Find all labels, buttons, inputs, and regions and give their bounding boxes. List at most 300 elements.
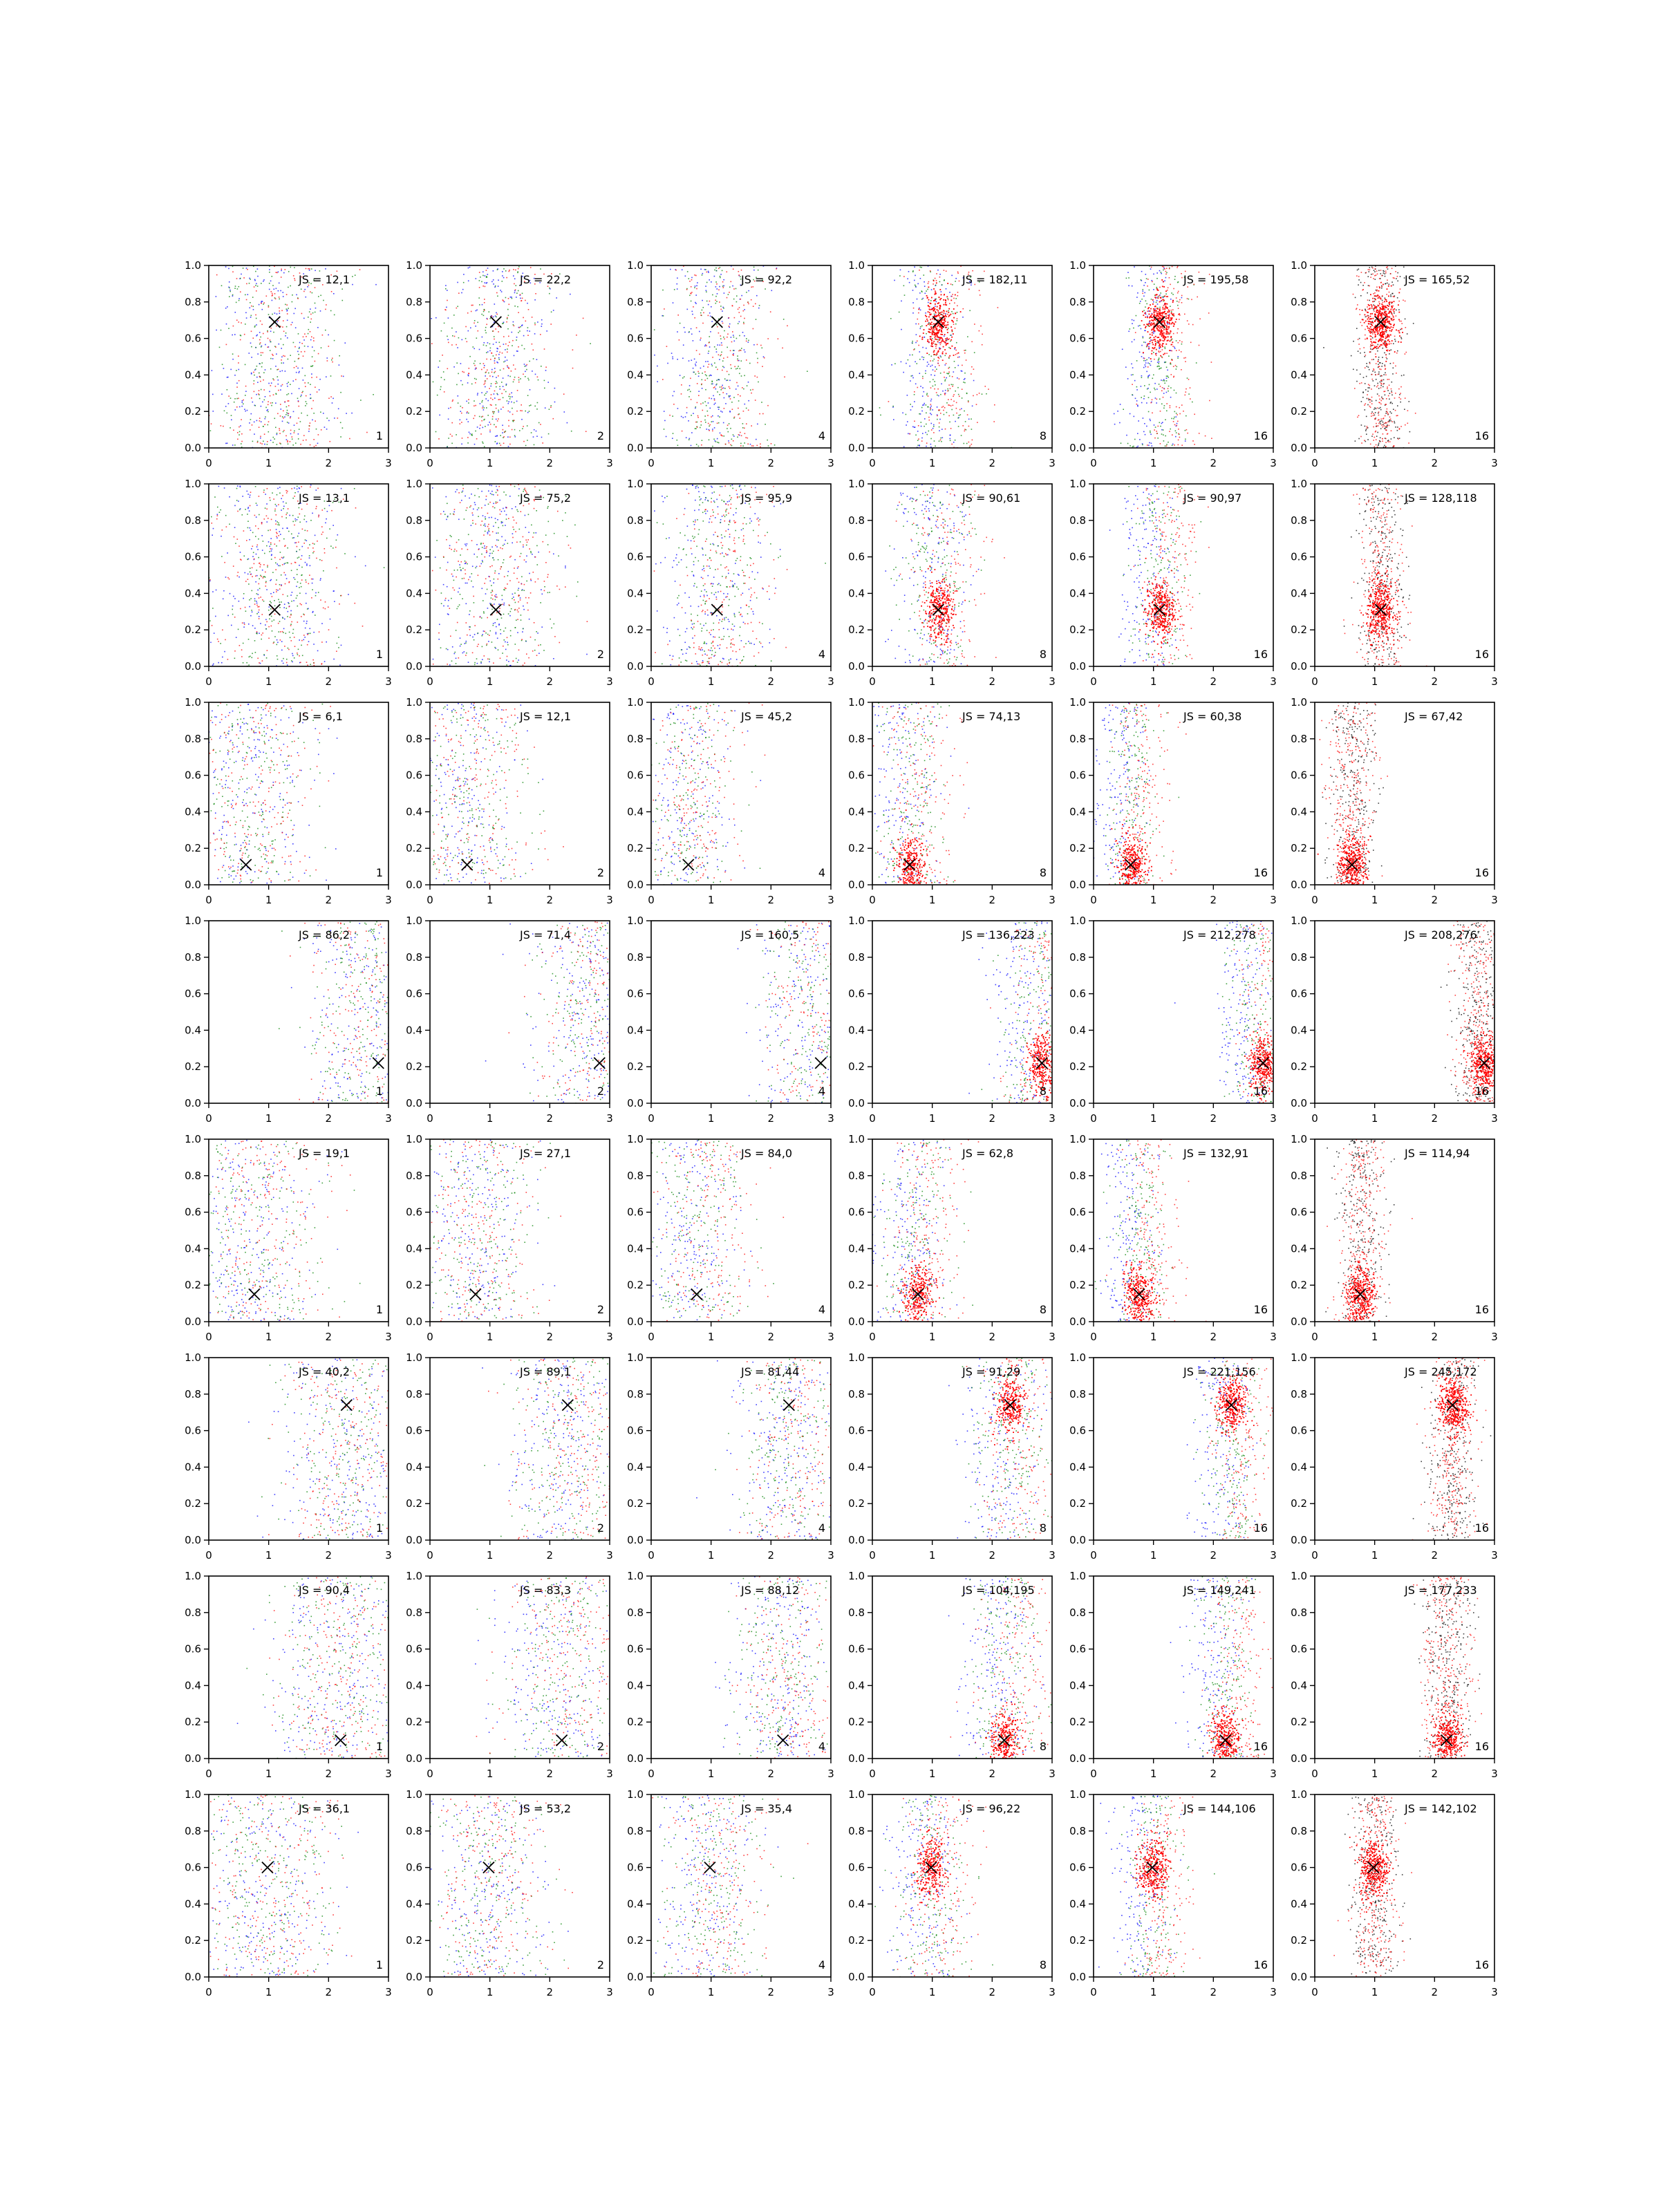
- data-point: [1381, 397, 1382, 398]
- data-point: [1163, 332, 1165, 334]
- data-point: [1382, 440, 1383, 442]
- data-point: [299, 429, 300, 430]
- data-point: [1132, 394, 1133, 395]
- data-point: [1393, 368, 1394, 369]
- data-point: [928, 287, 930, 288]
- data-point: [267, 521, 268, 523]
- data-point: [691, 277, 693, 279]
- data-point: [733, 337, 735, 338]
- data-point: [504, 389, 505, 391]
- data-point: [1154, 438, 1156, 439]
- data-point: [263, 281, 264, 282]
- data-point: [313, 632, 315, 633]
- data-point: [971, 373, 972, 375]
- data-point: [944, 294, 945, 295]
- data-point: [1399, 438, 1400, 439]
- data-point: [451, 344, 453, 346]
- data-point: [912, 406, 913, 408]
- data-point: [1385, 320, 1386, 321]
- data-point: [719, 394, 720, 395]
- data-point: [1163, 305, 1165, 306]
- data-point: [1155, 397, 1156, 399]
- data-point: [1383, 418, 1385, 419]
- data-point: [277, 590, 279, 591]
- data-point: [719, 406, 720, 408]
- data-point: [937, 388, 939, 390]
- data-point: [256, 318, 257, 319]
- data-point: [320, 578, 321, 579]
- data-point: [741, 435, 742, 437]
- data-point: [1384, 344, 1385, 346]
- data-point: [1374, 292, 1376, 294]
- x-tick-label: 3: [1049, 457, 1056, 469]
- data-point: [272, 294, 273, 296]
- data-point: [1140, 301, 1141, 302]
- data-point: [1374, 301, 1376, 302]
- data-point: [722, 388, 723, 389]
- data-point: [1125, 366, 1127, 368]
- data-point: [468, 330, 469, 332]
- data-point: [1141, 320, 1143, 321]
- data-point: [442, 355, 443, 356]
- data-point: [308, 268, 309, 270]
- data-point: [567, 422, 568, 424]
- data-point: [729, 380, 731, 382]
- data-point: [375, 284, 377, 285]
- data-point: [953, 321, 954, 323]
- data-point: [930, 438, 932, 440]
- data-point: [312, 612, 314, 613]
- data-point: [1141, 345, 1143, 346]
- data-point: [232, 294, 234, 296]
- data-point: [261, 389, 262, 391]
- data-point: [746, 338, 747, 339]
- data-point: [1415, 413, 1416, 414]
- data-point: [312, 366, 313, 367]
- data-point: [1153, 375, 1154, 376]
- data-point: [718, 379, 720, 380]
- data-point: [290, 416, 292, 418]
- data-point: [270, 395, 271, 397]
- data-point: [501, 382, 503, 383]
- data-point: [683, 417, 684, 418]
- data-point: [1139, 352, 1141, 353]
- data-point: [1130, 413, 1131, 415]
- data-point: [718, 422, 720, 424]
- data-point: [1358, 276, 1360, 277]
- data-point: [303, 440, 304, 441]
- data-point: [251, 373, 252, 375]
- data-point: [330, 310, 332, 312]
- data-point: [255, 271, 256, 272]
- data-point: [1168, 328, 1170, 330]
- data-point: [544, 388, 545, 389]
- data-point: [1385, 272, 1387, 274]
- data-point: [1154, 389, 1156, 391]
- data-point: [926, 404, 927, 406]
- data-point: [523, 426, 524, 427]
- data-point: [235, 409, 236, 411]
- data-point: [924, 404, 925, 406]
- data-point: [944, 319, 945, 320]
- data-point: [292, 301, 293, 303]
- data-point: [1159, 347, 1160, 348]
- data-point: [469, 356, 471, 357]
- data-point: [943, 410, 944, 411]
- data-point: [447, 290, 448, 291]
- data-point: [216, 274, 218, 276]
- data-point: [478, 297, 480, 299]
- data-point: [1399, 394, 1400, 395]
- data-point: [256, 324, 257, 326]
- data-point: [1405, 319, 1406, 320]
- data-point: [266, 296, 268, 297]
- data-point: [341, 288, 343, 290]
- data-point: [299, 488, 301, 489]
- data-point: [672, 415, 673, 417]
- data-point: [1370, 335, 1371, 337]
- data-point: [682, 270, 683, 271]
- data-point: [1141, 356, 1143, 357]
- data-point: [279, 430, 281, 431]
- data-point: [301, 343, 303, 344]
- data-point: [1372, 329, 1374, 330]
- data-point: [930, 319, 931, 320]
- data-point: [445, 288, 447, 290]
- data-point: [1159, 270, 1161, 272]
- data-point: [1186, 429, 1188, 431]
- data-point: [287, 440, 288, 442]
- data-point: [1149, 326, 1150, 327]
- y-tick-label: 0.8: [1069, 296, 1086, 308]
- data-point: [730, 350, 731, 352]
- data-point: [1379, 402, 1380, 404]
- data-point: [1159, 295, 1160, 297]
- data-point: [933, 288, 935, 290]
- data-point: [1174, 276, 1176, 277]
- data-point: [237, 439, 238, 440]
- data-point: [1384, 445, 1385, 447]
- data-point: [915, 362, 916, 363]
- data-point: [1385, 415, 1386, 417]
- data-point: [720, 277, 721, 279]
- data-point: [1375, 334, 1376, 335]
- data-point: [1408, 442, 1409, 444]
- data-point: [921, 422, 922, 423]
- data-point: [1379, 313, 1380, 315]
- data-point: [1150, 320, 1151, 321]
- data-point: [922, 387, 924, 388]
- data-point: [1153, 352, 1154, 353]
- data-point: [697, 415, 699, 417]
- data-point: [1188, 324, 1190, 325]
- data-point: [1393, 296, 1394, 297]
- data-point: [232, 359, 234, 360]
- data-point: [522, 428, 523, 429]
- data-point: [934, 440, 935, 442]
- data-point: [1393, 409, 1394, 410]
- data-point: [936, 283, 937, 284]
- data-point: [708, 271, 709, 272]
- data-point: [238, 362, 239, 364]
- data-point: [451, 422, 453, 424]
- data-point: [474, 363, 475, 364]
- data-point: [524, 364, 525, 365]
- data-point: [957, 377, 958, 379]
- data-point: [919, 292, 921, 294]
- data-point: [953, 371, 955, 373]
- data-point: [733, 335, 734, 336]
- data-point: [243, 268, 244, 269]
- data-point: [1174, 279, 1176, 280]
- data-point: [518, 379, 520, 381]
- data-point: [906, 363, 907, 364]
- data-point: [271, 382, 272, 384]
- data-point: [1164, 380, 1165, 382]
- data-point: [957, 312, 958, 313]
- data-point: [532, 344, 533, 345]
- data-point: [892, 406, 894, 408]
- data-point: [915, 384, 917, 385]
- x-tick-label: 2: [768, 457, 775, 469]
- data-point: [1175, 365, 1177, 366]
- data-point: [492, 416, 494, 418]
- data-point: [545, 407, 546, 409]
- data-point: [1171, 312, 1172, 314]
- data-point: [1165, 318, 1167, 319]
- data-point: [937, 353, 938, 354]
- data-point: [715, 348, 717, 350]
- data-point: [265, 624, 266, 626]
- data-point: [915, 427, 916, 428]
- data-point: [1177, 366, 1178, 368]
- data-point: [1148, 346, 1150, 348]
- data-point: [302, 391, 303, 393]
- data-point: [1160, 326, 1161, 327]
- data-point: [720, 386, 721, 388]
- data-point: [1151, 353, 1152, 355]
- data-point: [1152, 335, 1153, 336]
- data-point: [249, 353, 250, 354]
- data-point: [1173, 315, 1174, 317]
- y-tick-label: 0.2: [406, 405, 422, 418]
- data-point: [953, 394, 955, 395]
- data-point: [695, 373, 697, 375]
- data-point: [932, 369, 934, 371]
- data-point: [232, 272, 234, 273]
- data-point: [1413, 323, 1414, 324]
- data-point: [684, 332, 686, 333]
- data-point: [1370, 316, 1371, 317]
- data-point: [272, 300, 273, 301]
- data-point: [270, 593, 272, 594]
- data-point: [572, 368, 574, 369]
- data-point: [936, 273, 937, 274]
- data-point: [977, 422, 978, 423]
- data-point: [489, 375, 491, 377]
- data-point: [262, 570, 263, 571]
- data-point: [1388, 395, 1389, 397]
- data-point: [727, 334, 729, 335]
- data-point: [1161, 433, 1163, 435]
- data-point: [958, 426, 959, 427]
- data-point: [498, 359, 500, 360]
- data-point: [1374, 315, 1376, 316]
- data-point: [1386, 350, 1387, 351]
- data-point: [720, 274, 722, 275]
- data-point: [1163, 270, 1164, 271]
- data-point: [1165, 274, 1167, 275]
- data-point: [1391, 318, 1392, 319]
- data-point: [481, 402, 482, 403]
- data-point: [229, 290, 231, 291]
- data-point: [1156, 302, 1157, 303]
- data-point: [729, 324, 731, 325]
- data-point: [955, 312, 956, 314]
- data-point: [1387, 314, 1388, 315]
- data-point: [245, 324, 246, 325]
- data-point: [647, 278, 648, 279]
- data-point: [1380, 308, 1382, 310]
- data-point: [698, 373, 700, 374]
- data-point: [718, 332, 720, 334]
- data-point: [1385, 391, 1386, 392]
- data-point: [1143, 337, 1144, 339]
- data-point: [1146, 303, 1147, 305]
- data-point: [1167, 329, 1168, 330]
- data-point: [493, 344, 494, 345]
- data-point: [303, 639, 305, 641]
- data-point: [285, 574, 286, 576]
- data-point: [746, 408, 747, 409]
- data-point: [1393, 327, 1394, 328]
- y-tick-label: 0.4: [406, 368, 422, 381]
- data-point: [1389, 344, 1390, 345]
- data-point: [744, 349, 745, 350]
- data-point: [534, 324, 536, 326]
- data-point: [949, 303, 950, 304]
- data-point: [338, 409, 339, 410]
- data-point: [529, 330, 530, 332]
- data-point: [729, 423, 730, 424]
- data-point: [948, 347, 950, 348]
- data-point: [448, 438, 449, 439]
- data-point: [1397, 415, 1398, 416]
- data-point: [701, 444, 702, 446]
- y-tick-label: 0.6: [406, 332, 422, 345]
- x-tick-label: 2: [1432, 457, 1438, 469]
- data-point: [303, 339, 305, 341]
- data-point: [719, 301, 720, 303]
- y-tick-label: 0.0: [406, 442, 422, 454]
- data-point: [1170, 331, 1172, 332]
- data-point: [735, 368, 737, 370]
- data-point: [1178, 291, 1179, 292]
- data-point: [1173, 377, 1174, 378]
- data-point: [252, 297, 254, 298]
- data-point: [1150, 334, 1151, 335]
- data-point: [1174, 424, 1176, 426]
- data-point: [1154, 348, 1155, 350]
- data-point: [1353, 369, 1354, 371]
- data-point: [279, 428, 280, 429]
- data-point: [508, 298, 509, 299]
- data-point: [518, 377, 520, 378]
- data-point: [507, 318, 508, 319]
- data-point: [553, 418, 554, 420]
- data-point: [315, 287, 316, 288]
- axes-frame: [1094, 265, 1273, 448]
- data-point: [1356, 370, 1358, 371]
- data-point: [427, 391, 429, 393]
- data-point: [467, 413, 468, 414]
- data-point: [238, 398, 239, 400]
- data-point: [948, 299, 949, 301]
- data-point: [510, 297, 512, 298]
- data-point: [677, 359, 678, 360]
- data-point: [288, 359, 289, 360]
- data-point: [1154, 283, 1155, 285]
- data-point: [1376, 307, 1377, 308]
- data-point: [729, 411, 731, 413]
- data-point: [1399, 321, 1400, 322]
- data-point: [355, 274, 356, 276]
- data-point: [366, 432, 368, 433]
- data-point: [928, 306, 929, 307]
- data-point: [285, 401, 286, 402]
- data-point: [534, 429, 535, 431]
- data-point: [1158, 330, 1159, 332]
- data-point: [1376, 426, 1378, 427]
- data-point: [518, 382, 520, 383]
- data-point: [681, 393, 682, 395]
- data-point: [281, 660, 283, 662]
- data-point: [1358, 279, 1360, 281]
- data-point: [709, 375, 711, 377]
- data-point: [1372, 274, 1374, 275]
- data-point: [1378, 423, 1380, 424]
- data-point: [1391, 391, 1392, 392]
- data-point: [969, 310, 971, 312]
- data-point: [971, 366, 973, 368]
- data-point: [499, 342, 500, 344]
- target-marker: [711, 317, 722, 328]
- data-point: [1381, 288, 1382, 289]
- data-point: [1152, 324, 1153, 326]
- data-point: [512, 420, 514, 422]
- data-point: [948, 328, 949, 329]
- data-point: [918, 345, 919, 346]
- x-tick-label: 1: [487, 457, 494, 469]
- data-point: [928, 354, 930, 355]
- data-point: [748, 303, 749, 305]
- data-point: [507, 328, 509, 330]
- data-point: [498, 399, 500, 400]
- data-point: [1371, 400, 1373, 402]
- data-point: [1378, 297, 1380, 299]
- data-point: [516, 339, 517, 341]
- data-point: [722, 411, 723, 413]
- data-point: [915, 435, 917, 436]
- data-point: [483, 409, 485, 411]
- data-point: [962, 365, 963, 366]
- data-point: [932, 318, 933, 319]
- data-point: [1369, 363, 1371, 364]
- data-point: [948, 357, 950, 358]
- data-point: [1380, 338, 1382, 339]
- data-point: [1157, 315, 1159, 317]
- data-point: [755, 303, 756, 305]
